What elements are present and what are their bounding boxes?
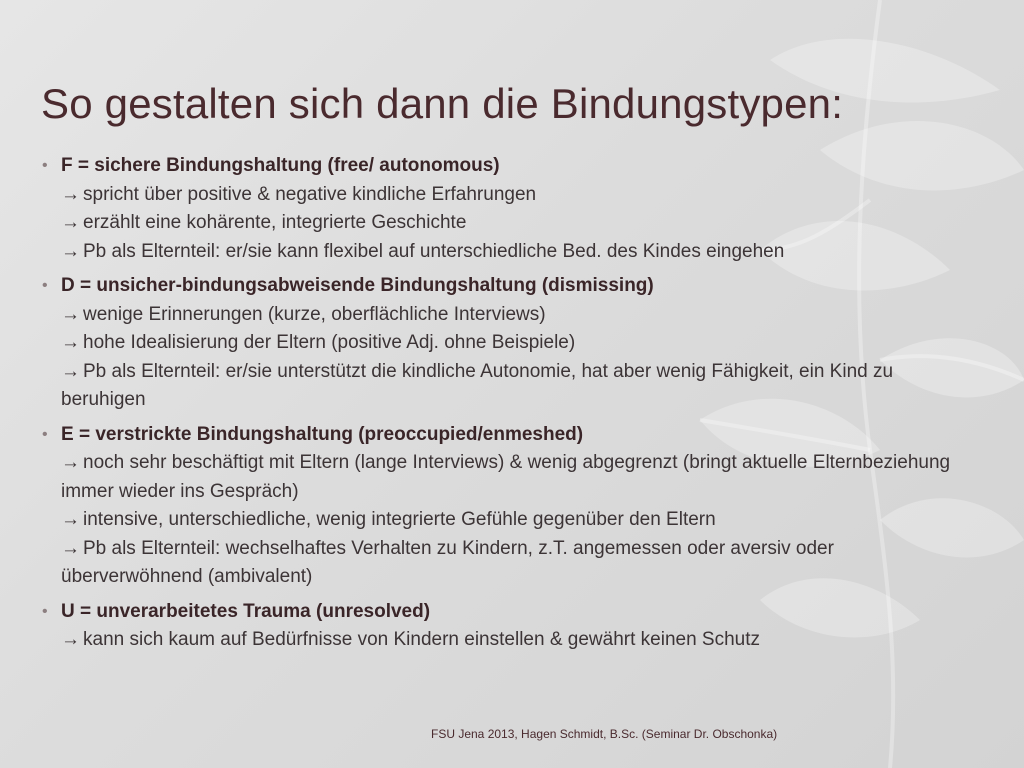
bullet-item	[42, 272, 977, 415]
bullet-line	[61, 535, 977, 592]
bullet-line	[61, 238, 977, 267]
bullet-line-text: Pb als Elternteil: er/sie unterstützt die kindliche Autonomie, hat aber wenig Fähigkeit, ein Kind zu beruhigen	[61, 360, 894, 410]
bullet-icon: •	[42, 157, 48, 174]
bullet-item	[42, 598, 977, 655]
bullet-line-text: intensive, unterschiedliche, wenig integrierte Gefühle gegenüber den Eltern	[83, 509, 716, 530]
bullet-heading: U = unverarbeitetes Trauma (unresolved)	[61, 600, 431, 622]
bullet-line-text: kann sich kaum auf Bedürfnisse von Kindern einstellen & gewährt keinen Schutz	[83, 629, 761, 650]
bullet-heading: D = unsicher-bindungsabweisende Bindungshaltung (dismissing)	[61, 275, 654, 296]
bullet-line-text: Pb als Elternteil: wechselhaftes Verhalten zu Kindern, z.T. angemessen oder aversiv oder überverwöhnend (ambivalent)	[61, 537, 834, 587]
bullet-line	[61, 329, 977, 358]
bullet-line-text: noch sehr beschäftigt mit Eltern (lange Interviews) & wenig abgegrenzt (bringt aktuelle Elternbeziehung immer wieder ins Gespräch)	[61, 452, 951, 502]
bullet-line	[61, 301, 977, 330]
bullet-line-text: Pb als Elternteil: er/sie kann flexibel auf unterschiedliche Bed. des Kindes eingehen	[83, 240, 785, 262]
bullet-line	[61, 449, 977, 506]
arrow-right-icon: →	[61, 332, 80, 353]
bullet-line-text: erzählt eine kohärente, integrierte Geschichte	[83, 212, 467, 233]
bullet-line	[61, 209, 977, 238]
bullet-item	[42, 152, 977, 266]
arrow-right-icon: →	[61, 183, 80, 205]
bullet-line-text: hohe Idealisierung der Eltern (positive Adj. ohne Beispiele)	[83, 332, 576, 353]
arrow-right-icon: →	[61, 537, 80, 559]
bullet-line	[61, 181, 977, 210]
bullet-list	[42, 152, 977, 661]
bullet-line	[61, 358, 977, 415]
arrow-right-icon: →	[61, 360, 80, 382]
bullet-heading: E = verstrickte Bindungshaltung (preoccupied/enmeshed)	[61, 423, 584, 445]
slide-footer: FSU Jena 2013, Hagen Schmidt, B.Sc. (Seminar Dr. Obschonka)	[431, 727, 778, 741]
bullet-icon: •	[42, 425, 48, 443]
bullet-icon: •	[42, 277, 48, 294]
slide-title: So gestalten sich dann die Bindungstypen:	[41, 80, 844, 127]
bullet-line-text: spricht über positive & negative kindliche Erfahrungen	[83, 183, 537, 205]
arrow-right-icon: →	[61, 629, 80, 650]
bullet-item	[42, 421, 977, 592]
arrow-right-icon: →	[61, 212, 80, 233]
arrow-right-icon: →	[61, 452, 80, 473]
bullet-line-text: wenige Erinnerungen (kurze, oberflächliche Interviews)	[83, 303, 546, 325]
arrow-right-icon: →	[61, 303, 80, 325]
bullet-line	[61, 626, 977, 655]
arrow-right-icon: →	[61, 240, 80, 262]
bullet-icon: •	[42, 602, 48, 620]
bullet-line	[61, 506, 977, 535]
arrow-right-icon: →	[61, 509, 80, 530]
bullet-heading: F = sichere Bindungshaltung (free/ autonomous)	[61, 155, 500, 176]
